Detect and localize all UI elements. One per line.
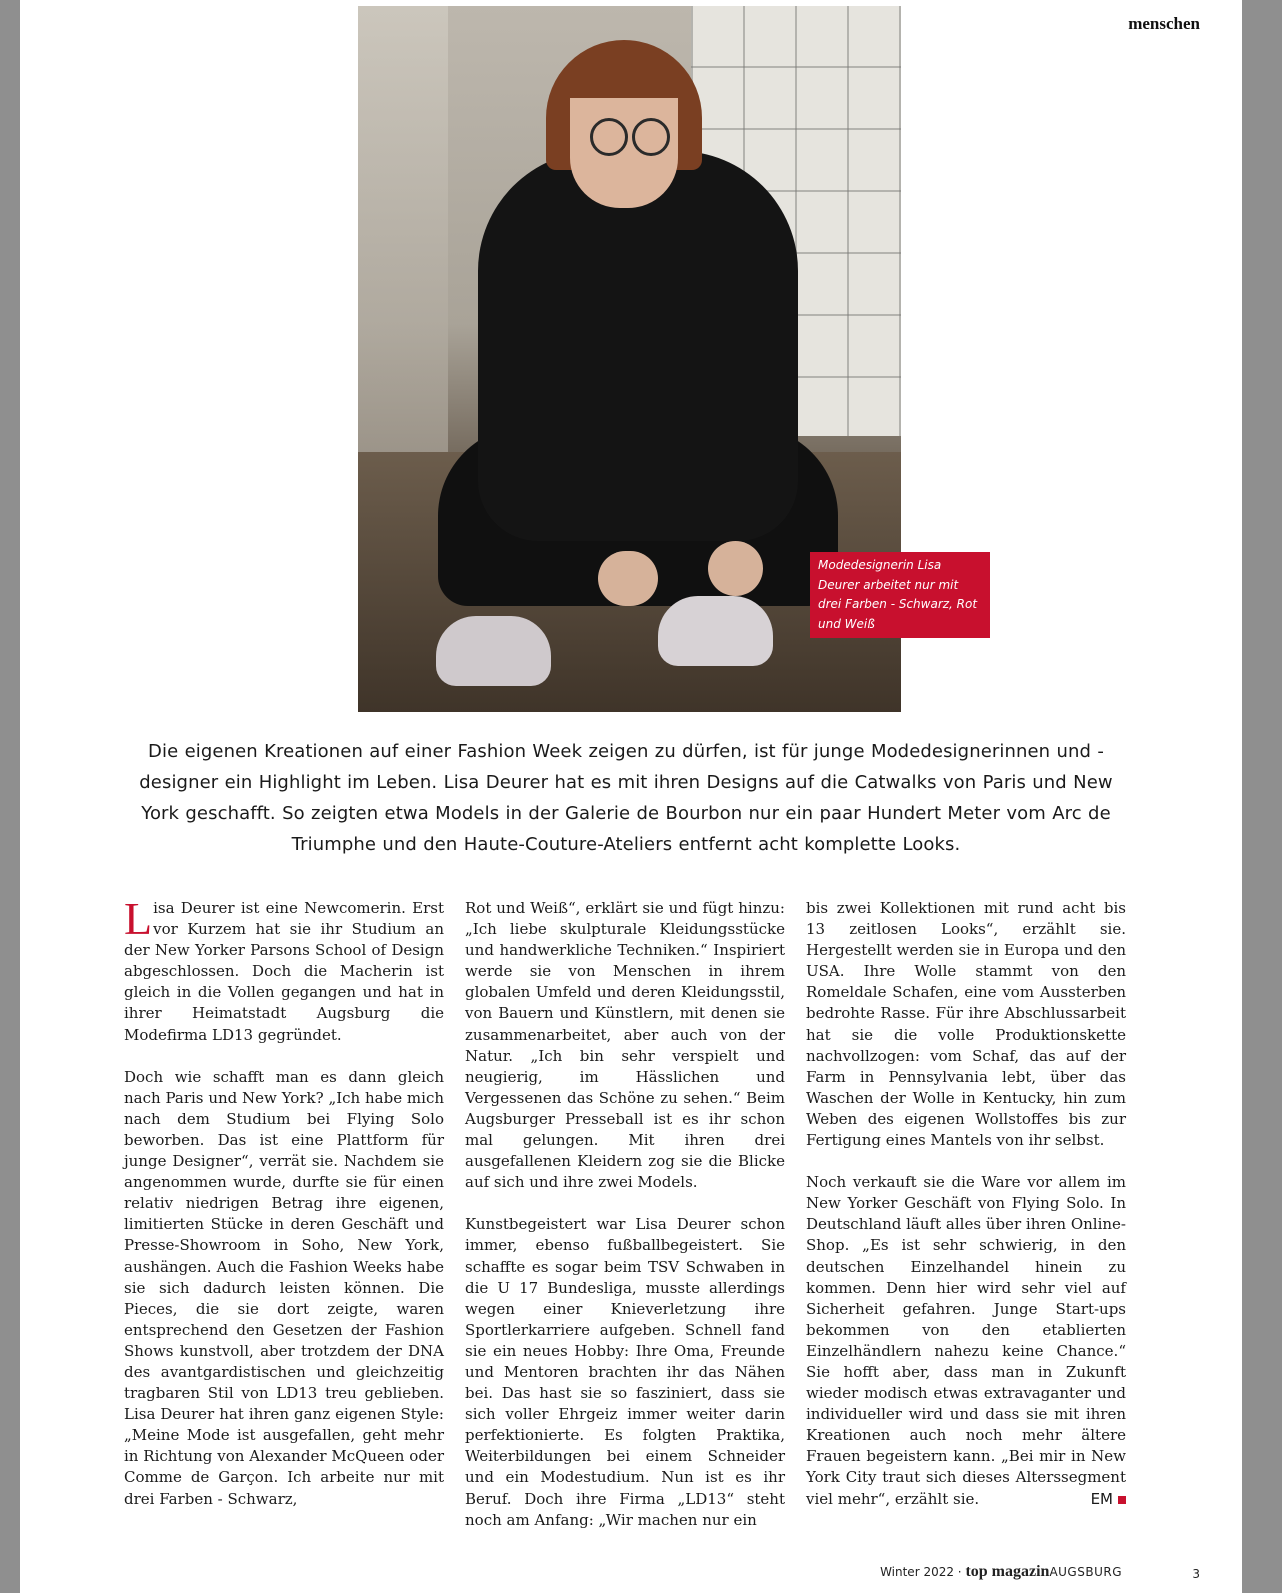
photo-glasses-right	[632, 118, 670, 156]
photo-shoe-right	[658, 596, 773, 666]
article-body	[124, 893, 1126, 1529]
footer-issue: Winter 2022 ·	[880, 1565, 962, 1579]
article-paragraph	[124, 893, 444, 1046]
photo-shoe-left	[436, 616, 551, 686]
article-text: Noch verkauft sie die Ware vor allem im New Yorker Geschäft von Flying Solo. In Deutschland läuft alles über ihren Online-Shop. „Es ist sehr schwierig, in den deutschen Einzelhandel hinein zu kommen. Denn hier wird sehr viel auf Sicherheit gefahren. Junge Start-ups bekommen von den etablierten Einzelhändlern nahezu keine Chance.“ Sie hofft aber, dass man in Zukunft wieder modisch etwas extravaganter und individueller wird und dass sie mit ihren Kreationen auch noch mehr ältere Frauen begeistern kann. „Bei mir in New York City traut sich dieses Alterssegment viel mehr“, erzählt sie.	[806, 1173, 1126, 1508]
article-column-3	[806, 898, 1126, 1531]
article-paragraph: Kunstbegeistert war Lisa Deurer schon immer, ebenso fußballbegeistert. Sie schaffte es sogar beim TSV Schwaben in die U 17 Bundesliga, musste allerdings wegen einer Knieverletzung ihre Sportlerkarriere aufgeben. Schnell fand sie ein neues Hobby: Ihre Oma, Freunde und Mentoren brachten ihr das Nähen bei. Das hast sie so fasziniert, dass sie sich voller Ehrgeiz immer weiter darin perfektionierte. Es folgten Praktika, Weiterbildungen bei einem Schneider und ein Modestudium. Nun ist es ihr Beruf. Doch ihre Firma „LD13“ steht noch am Anfang: „Wir machen nur ein	[465, 1215, 785, 1529]
article-column-2	[465, 898, 785, 1552]
photo-figure-jacket	[478, 151, 798, 541]
page-number: 3	[1192, 1567, 1200, 1581]
page-footer	[880, 1563, 1122, 1581]
lead-paragraph: Die eigenen Kreationen auf einer Fashion Week zeigen zu dürfen, ist für junge Modedesignerinnen und -designer ein Highlight im Leben. Lisa Deurer hat es mit ihren Designs auf die Catwalks von Paris und New York geschafft. So zeigten etwa Models in der Galerie de Bourbon nur ein paar Hundert Meter vom Arc de Triumphe und den Haute-Couture-Ateliers entfernt acht komplette Looks.	[139, 741, 1113, 855]
drop-cap: L	[124, 893, 153, 944]
photo-hand-left	[598, 551, 658, 606]
footer-brand: top magazin	[965, 1563, 1050, 1580]
photo-hand-right	[708, 541, 763, 596]
author-initials: EM	[1090, 1489, 1113, 1508]
magazine-page	[20, 0, 1242, 1593]
photo-wall	[358, 6, 448, 466]
article-paragraph: Doch wie schafft man es dann gleich nach Paris und New York? „Ich habe mich nach dem Studium bei Flying Solo beworben. Das ist eine Plattform für junge Designer“, verrät sie. Nachdem sie angenommen wurde, durfte sie für einen relativ niedrigen Betrag ihre eigenen, limitierten Stücke in deren Geschäft und Presse-Showroom in Soho, New York, aushängen. Auch die Fashion Weeks habe sie sich dadurch leisten können. Die Pieces, die sie dort zeigte, waren entsprechend den Gesetzen der Fashion Shows kunstvoll, aber trotzdem der DNA des avantgardistischen und gleichzeitig tragbaren Stil von LD13 treu geblieben. Lisa Deurer hat ihren ganz eigenen Style: „Meine Mode ist ausgefallen, geht mehr in Richtung von Alexander McQueen oder Comme de Garçon. Ich arbeite nur mit drei Farben - Schwarz,	[124, 1067, 444, 1508]
article-paragraph: bis zwei Kollektionen mit rund acht bis 13 zeitlosen Looks“, erzählt sie. Hergestellt werden sie in Europa und den USA. Ihre Wolle stammt von den Romeldale Schafen, eine vom Aussterben bedrohte Rasse. Für ihre Abschlussarbeit hat sie die volle Produktionskette nachvollzogen: vom Schaf, das auf der Farm in Pennsylvania lebt, über das Waschen der Wolle in Kentucky, hin zum Weben des eigenen Wollstoffes bis zur Fertigung eines Mantels von ihr selbst.	[806, 899, 1126, 1150]
section-tag: menschen	[1128, 14, 1200, 33]
end-square-icon	[1118, 1496, 1126, 1504]
article-column-1	[124, 893, 444, 1531]
photo-glasses-left	[590, 118, 628, 156]
footer-city: AUGSBURG	[1049, 1565, 1122, 1579]
article-paragraph	[806, 1172, 1126, 1510]
photo-caption: Modedesignerin Lisa Deurer arbeitet nur mit drei Farben - Schwarz, Rot und Weiß	[810, 552, 990, 638]
article-text: isa Deurer ist eine Newcomerin. Erst vor Kurzem hat sie ihr Studium an der New Yorker Parsons School of Design abgeschlossen. Doch die Macherin ist gleich in die Vollen gegangen und hat in ihrer Heimatstadt Augsburg die Modefirma LD13 gegründet.	[124, 899, 444, 1044]
author-signature	[1091, 1489, 1126, 1510]
photo-figure-face	[570, 98, 678, 208]
article-paragraph: Rot und Weiß“, erklärt sie und fügt hinzu: „Ich liebe skulpturale Kleidungsstücke und handwerkliche Techniken.“ Inspiriert werde sie von Menschen in ihrem globalen Umfeld und deren Kleidungsstil, von Bauern und Künstlern, mit denen sie zusammenarbeitet, aber auch von der Natur. „Ich bin sehr verspielt und neugierig, im Hässlichen und Vergessenen das Schöne zu sehen.“ Beim Augsburger Presseball ist es ihr schon mal gelungen. Mit ihren drei ausgefallenen Kleidern zog sie die Blicke auf sich und ihre zwei Models.	[465, 899, 785, 1192]
